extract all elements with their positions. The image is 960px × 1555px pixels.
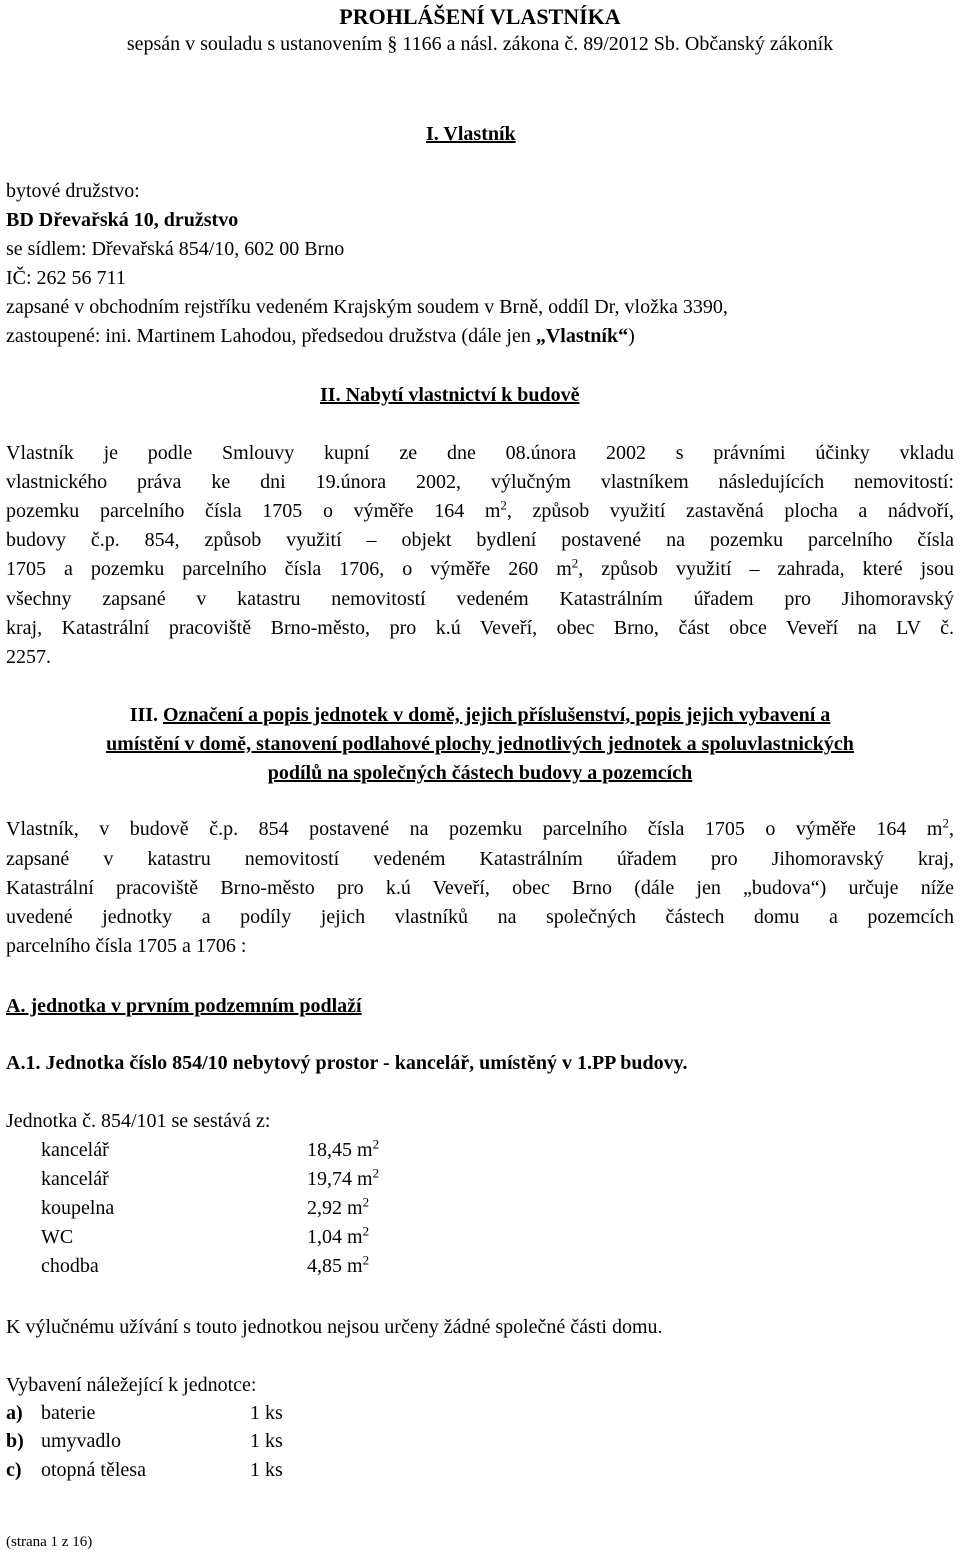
- acquisition-line-1: Vlastník je podle Smlouvy kupní ze dne 08.února 2002 s právními účinky vkladu: [6, 442, 954, 464]
- acquisition-line-6: všechny zapsané v katastru nemovitostí vedeném Katastrálním úřadem pro Jihomoravský: [6, 588, 954, 610]
- units-line-1: Vlastník, v budově č.p. 854 postavené na pozemku parcelního čísla 1705 o výměře 164 $m^2$,: [6, 815, 954, 840]
- equipment-intro: Vybavení náležející k jednotce:: [6, 1374, 257, 1396]
- equipment-key: a): [6, 1402, 23, 1424]
- equipment-key: b): [6, 1430, 24, 1452]
- owner-name: BD Dřevařská 10, družstvo: [6, 209, 239, 231]
- equipment-name: umyvadlo: [41, 1430, 121, 1452]
- section-1-heading: I. Vlastník: [426, 123, 516, 145]
- equipment-key: c): [6, 1459, 22, 1481]
- units-line-3: Katastrální pracoviště Brno-město pro k.ú Veveří, obec Brno (dále jen „budova“) určuje níže: [6, 877, 954, 899]
- room-name: kancelář: [41, 1139, 109, 1161]
- room-area: 2,92 $m^2$: [307, 1194, 370, 1219]
- acquisition-line-3: pozemku parcelního čísla 1705 o výměře 164 $m^2$, způsob využití zastavěná plocha a nádvoří,: [6, 497, 954, 522]
- owner-representative: zastoupené: ini. Martinem Lahodou, předsedou družstva (dále jen „Vlastník“): [6, 325, 635, 347]
- document-title: PROHLÁŠENÍ VLASTNÍKA: [339, 4, 621, 29]
- room-area: 1,04 $m^2$: [307, 1223, 370, 1248]
- acquisition-line-8: 2257.: [6, 646, 51, 668]
- owner-register: zapsané v obchodním rejstříku vedeném Krajským soudem v Brně, oddíl Dr, vložka 3390,: [6, 296, 728, 318]
- acquisition-line-5: 1705 a pozemku parcelního čísla 1706, o výměře 260 $m^2$, způsob využití – zahrada, které jsou: [6, 555, 954, 580]
- acquisition-line-7: kraj, Katastrální pracoviště Brno-město, pro k.ú Veveří, obec Brno, část obce Veveří na LV č.: [6, 617, 954, 639]
- owner-address: se sídlem: Dřevařská 854/10, 602 00 Brno: [6, 238, 345, 260]
- section-3-heading-line-3: podílů na společných částech budovy a pozemcích: [267, 762, 693, 784]
- equipment-name: otopná tělesa: [41, 1459, 146, 1481]
- owner-type: bytové družstvo:: [6, 180, 140, 202]
- unit-a-heading: A. jednotka v prvním podzemním podlaží: [6, 995, 362, 1017]
- room-name: chodba: [41, 1255, 99, 1277]
- equipment-qty: 1 ks: [250, 1459, 283, 1481]
- equipment-qty: 1 ks: [250, 1430, 283, 1452]
- exclusive-use-note: K výlučnému užívání s touto jednotkou nejsou určeny žádné společné části domu.: [6, 1316, 663, 1338]
- room-area: 4,85 $m^2$: [307, 1252, 370, 1277]
- unit-a1-heading: A.1. Jednotka číslo 854/10 nebytový prostor - kancelář, umístěný v 1.PP budovy.: [6, 1052, 688, 1074]
- room-area: 18,45 $m^2$: [307, 1136, 380, 1161]
- document-subtitle: sepsán v souladu s ustanovením § 1166 a násl. zákona č. 89/2012 Sb. Občanský zákoník: [126, 33, 834, 55]
- room-name: kancelář: [41, 1168, 109, 1190]
- room-name: WC: [41, 1226, 74, 1248]
- section-2-heading: II. Nabytí vlastnictví k budově: [320, 384, 580, 406]
- acquisition-line-2: vlastnického práva ke dni 19.února 2002, výlučným vlastníkem následujících nemovitostí:: [6, 471, 954, 493]
- room-area: 19,74 $m^2$: [307, 1165, 380, 1190]
- section-3-heading-line-1: III. Označení a popis jednotek v domě, jejich příslušenství, popis jejich vybavení a: [129, 704, 831, 726]
- units-line-4: uvedené jednotky a podíly jejich vlastníků na společných částech domu a pozemcích: [6, 906, 954, 928]
- section-3-heading-line-2: umístění v domě, stanovení podlahové plochy jednotlivých jednotek a spoluvlastnických: [106, 733, 854, 755]
- unit-composition-intro: Jednotka č. 854/101 se sestává z:: [6, 1110, 271, 1132]
- units-line-5: parcelního čísla 1705 a 1706 :: [6, 935, 247, 957]
- owner-id: IČ: 262 56 711: [6, 267, 126, 289]
- room-name: koupelna: [41, 1197, 115, 1219]
- equipment-name: baterie: [41, 1402, 96, 1424]
- acquisition-line-4: budovy č.p. 854, způsob využití – objekt bydlení postavené na pozemku parcelního čísla: [6, 529, 954, 551]
- page-number: (strana 1 z 16): [6, 1534, 93, 1550]
- equipment-qty: 1 ks: [250, 1402, 283, 1424]
- units-line-2: zapsané v katastru nemovitostí vedeném Katastrálním úřadem pro Jihomoravský kraj,: [6, 848, 954, 870]
